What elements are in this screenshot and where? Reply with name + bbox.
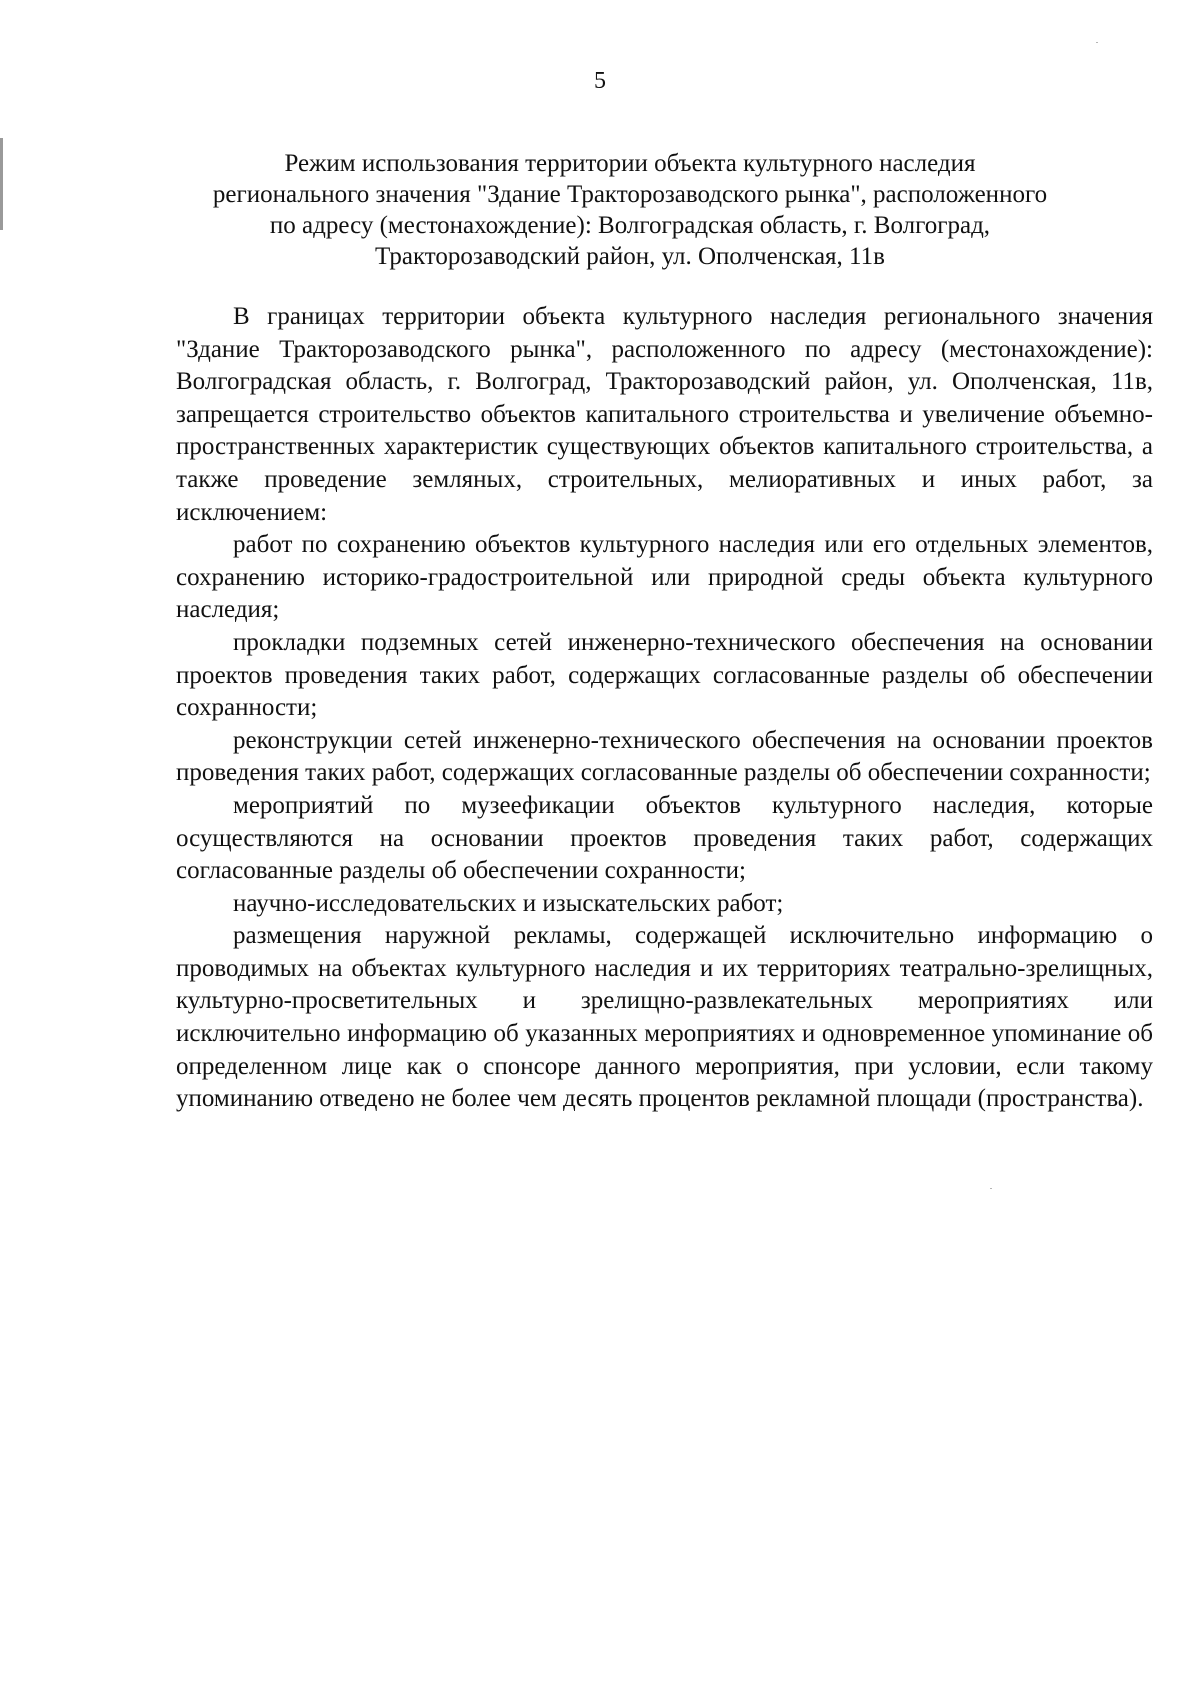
scan-edge-mark <box>0 138 3 230</box>
title-line: по адресу (местонахождение): Волгоградская область, г. Волгоград, <box>269 212 991 239</box>
exception-item: научно-исследовательских и изыскательских работ; <box>233 889 784 917</box>
document-title <box>170 148 1090 272</box>
page-number: 5 <box>594 68 606 94</box>
exception-item: прокладки подземных сетей инженерно-технического обеспечения на основании проектов проведения таких работ, содержащих согласованные разделы об обеспечении сохранности; <box>176 628 1153 722</box>
document-body <box>176 301 1153 1116</box>
title-line: Режим использования территории объекта культурного наследия <box>284 150 976 177</box>
exception-item: работ по сохранению объектов культурного наследия или его отдельных элементов, сохранению историко-градостроительной или природной среды объекта культурного наследия; <box>176 531 1153 624</box>
intro-paragraph: В границах территории объекта культурного наследия регионального значения "Здание Тракторозаводского рынка", расположенного по адресу (местонахождение): Волгоградская область, г. Волгоград, Тракторозаводский район, ул. Ополченская, 11в, запрещается строительство объектов капитального строительства и увеличение объемно-пространственных характеристик существующих объектов капитального строительства, а также проведение земляных, строительных, мелиоративных и иных работ, за исключением: <box>176 303 1153 526</box>
exception-item: реконструкции сетей инженерно-технического обеспечения на основании проектов проведения таких работ, содержащих согласованные разделы об обеспечении сохранности; <box>176 726 1153 787</box>
title-line: регионального значения "Здание Тракторозаводского рынка", расположенного <box>212 181 1048 208</box>
exception-item: размещения наружной рекламы, содержащей исключительно информацию о проводимых на объектах культурного наследия и их территориях театрально-зрелищных, культурно-просветительных и зрелищно-развлекательных мероприятиях или исключительно информацию об указанных мероприятиях и одновременное упоминание об определенном лице как о спонсоре данного мероприятия, при условии, если такому упоминанию отведено не более чем десять процентов рекламной площади (пространства). <box>176 922 1153 1113</box>
scan-speck <box>1096 42 1098 43</box>
exception-item: мероприятий по музеефикации объектов культурного наследия, которые осуществляются на основании проектов проведения таких работ, содержащих согласованные разделы об обеспечении сохранности; <box>176 791 1153 885</box>
scan-speck <box>990 1188 992 1189</box>
title-line: Тракторозаводский район, ул. Ополченская, 11в <box>375 243 885 270</box>
